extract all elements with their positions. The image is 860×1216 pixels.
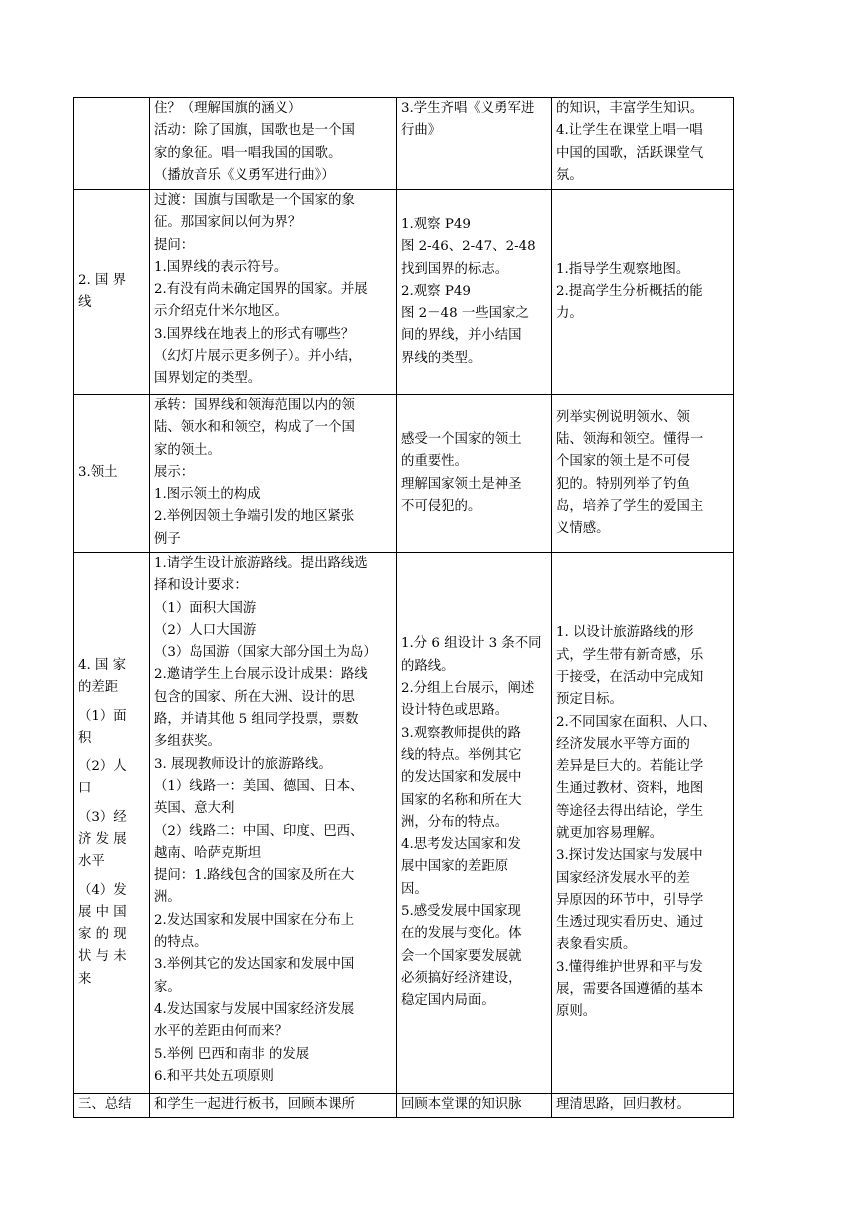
table-row (74, 553, 734, 1094)
section-cell (74, 98, 150, 190)
teacher-activity-cell: 和学生一起进行板书，回顾本课所 (150, 1094, 397, 1118)
table-row (74, 1094, 734, 1118)
student-activity-cell: 回顾本堂课的知识脉 (397, 1094, 552, 1118)
teacher-activity-cell: 过渡：国旗与国歌是一个国家的象 征。那国家间以何为界？ 提问： 1.国界线的表示符号。 2.有没有尚未确定国界的国家。并展 示介绍克什米尔地区。 3.国界线在地表上的形式有哪些？ （幻灯片展示更多例子）。并小结， 国界划定的类型。 (150, 190, 397, 395)
design-intent-cell: 的知识，丰富学生知识。 4.让学生在课堂上唱一唱 中国的国歌，活跃课堂气 氛。 (552, 98, 734, 190)
table-row (74, 190, 734, 395)
section-cell: 三、总结 (74, 1094, 150, 1118)
teacher-activity-cell: 住？（理解国旗的涵义） 活动：除了国旗，国歌也是一个国 家的象征。唱一唱我国的国歌。 （播放音乐《义勇军进行曲》） (150, 98, 397, 190)
student-activity-cell: 1.观察 P49 图 2-46、2-47、2-48 找到国界的标志。 2.观察 P49 图 2－48 一些国家之 间的界线，并小结国 界线的类型。 (397, 190, 552, 395)
section-cell: 4. 国 家 的差距 （1）面 积 （2）人 口 （3）经 济 发 展 水平 （4）发 展 中 国 家 的 现 状 与 未 来 (74, 553, 150, 1094)
lesson-plan-table (73, 97, 734, 1118)
design-intent-cell: 理清思路，回归教材。 (552, 1094, 734, 1118)
student-activity-cell: 感受一个国家的领土 的重要性。 理解国家领土是神圣 不可侵犯的。 (397, 395, 552, 553)
table-row (74, 98, 734, 190)
design-intent-cell: 1. 以设计旅游路线的形 式，学生带有新奇感，乐 于接受，在活动中完成知 预定目标。 2.不同国家在面积、人口、 经济发展水平等方面的 差异是巨大的。若能让学 生通过教材、资料，地图 等途径去得出结论，学生 就更加容易理解。 3.探讨发达国家与发展中 国家经济发展水平的差 异原因的环节中，引导学 生透过现实看历史、通过 表象看实质。 3.懂得维护世界和平与发 展，需要各国遵循的基本 原则。 (552, 553, 734, 1094)
student-activity-cell: 3.学生齐唱《义勇军进 行曲》 (397, 98, 552, 190)
section-cell: 2. 国 界 线 (74, 190, 150, 395)
design-intent-cell: 1.指导学生观察地图。 2.提高学生分析概括的能 力。 (552, 190, 734, 395)
teacher-activity-cell: 1.请学生设计旅游路线。提出路线选 择和设计要求： （1）面积大国游 （2）人口大国游 （3）岛国游（国家大部分国土为岛） 2.邀请学生上台展示设计成果：路线 包含的国家、所在大洲、设计的思 路，并请其他 5 组同学投票，票数 多组获奖。 3. 展现教师设计的旅游路线。 （1）线路一：美国、德国、日本、 英国、意大利 （2）线路二：中国、印度、巴西、 越南、哈萨克斯坦 提问：1.路线包含的国家及所在大 洲。 2.发达国家和发展中国家在分布上 的特点。 3.举例其它的发达国家和发展中国 家。 4.发达国家与发展中国家经济发展 水平的差距由何而来？ 5.举例 巴西和南非 的发展 6.和平共处五项原则 (150, 553, 397, 1094)
table-row (74, 395, 734, 553)
student-activity-cell: 1.分 6 组设计 3 条不同 的路线。 2.分组上台展示，阐述 设计特色或思路。 3.观察教师提供的路 线的特点。举例其它 的发达国家和发展中 国家的名称和所在大 洲，分布的特点。 4.思考发达国家和发 展中国家的差距原 因。 5.感受发展中国家现 在的发展与变化。体 会一个国家要发展就 必须搞好经济建设， 稳定国内局面。 (397, 553, 552, 1094)
teacher-activity-cell: 承转：国界线和领海范围以内的领 陆、领水和和领空，构成了一个国 家的领土。 展示： 1.图示领土的构成 2.举例因领土争端引发的地区紧张 例子 (150, 395, 397, 553)
section-cell: 3.领土 (74, 395, 150, 553)
design-intent-cell: 列举实例说明领水、领 陆、领海和领空。懂得一 个国家的领土是不可侵 犯的。特别列举了钓鱼 岛，培养了学生的爱国主 义情感。 (552, 395, 734, 553)
